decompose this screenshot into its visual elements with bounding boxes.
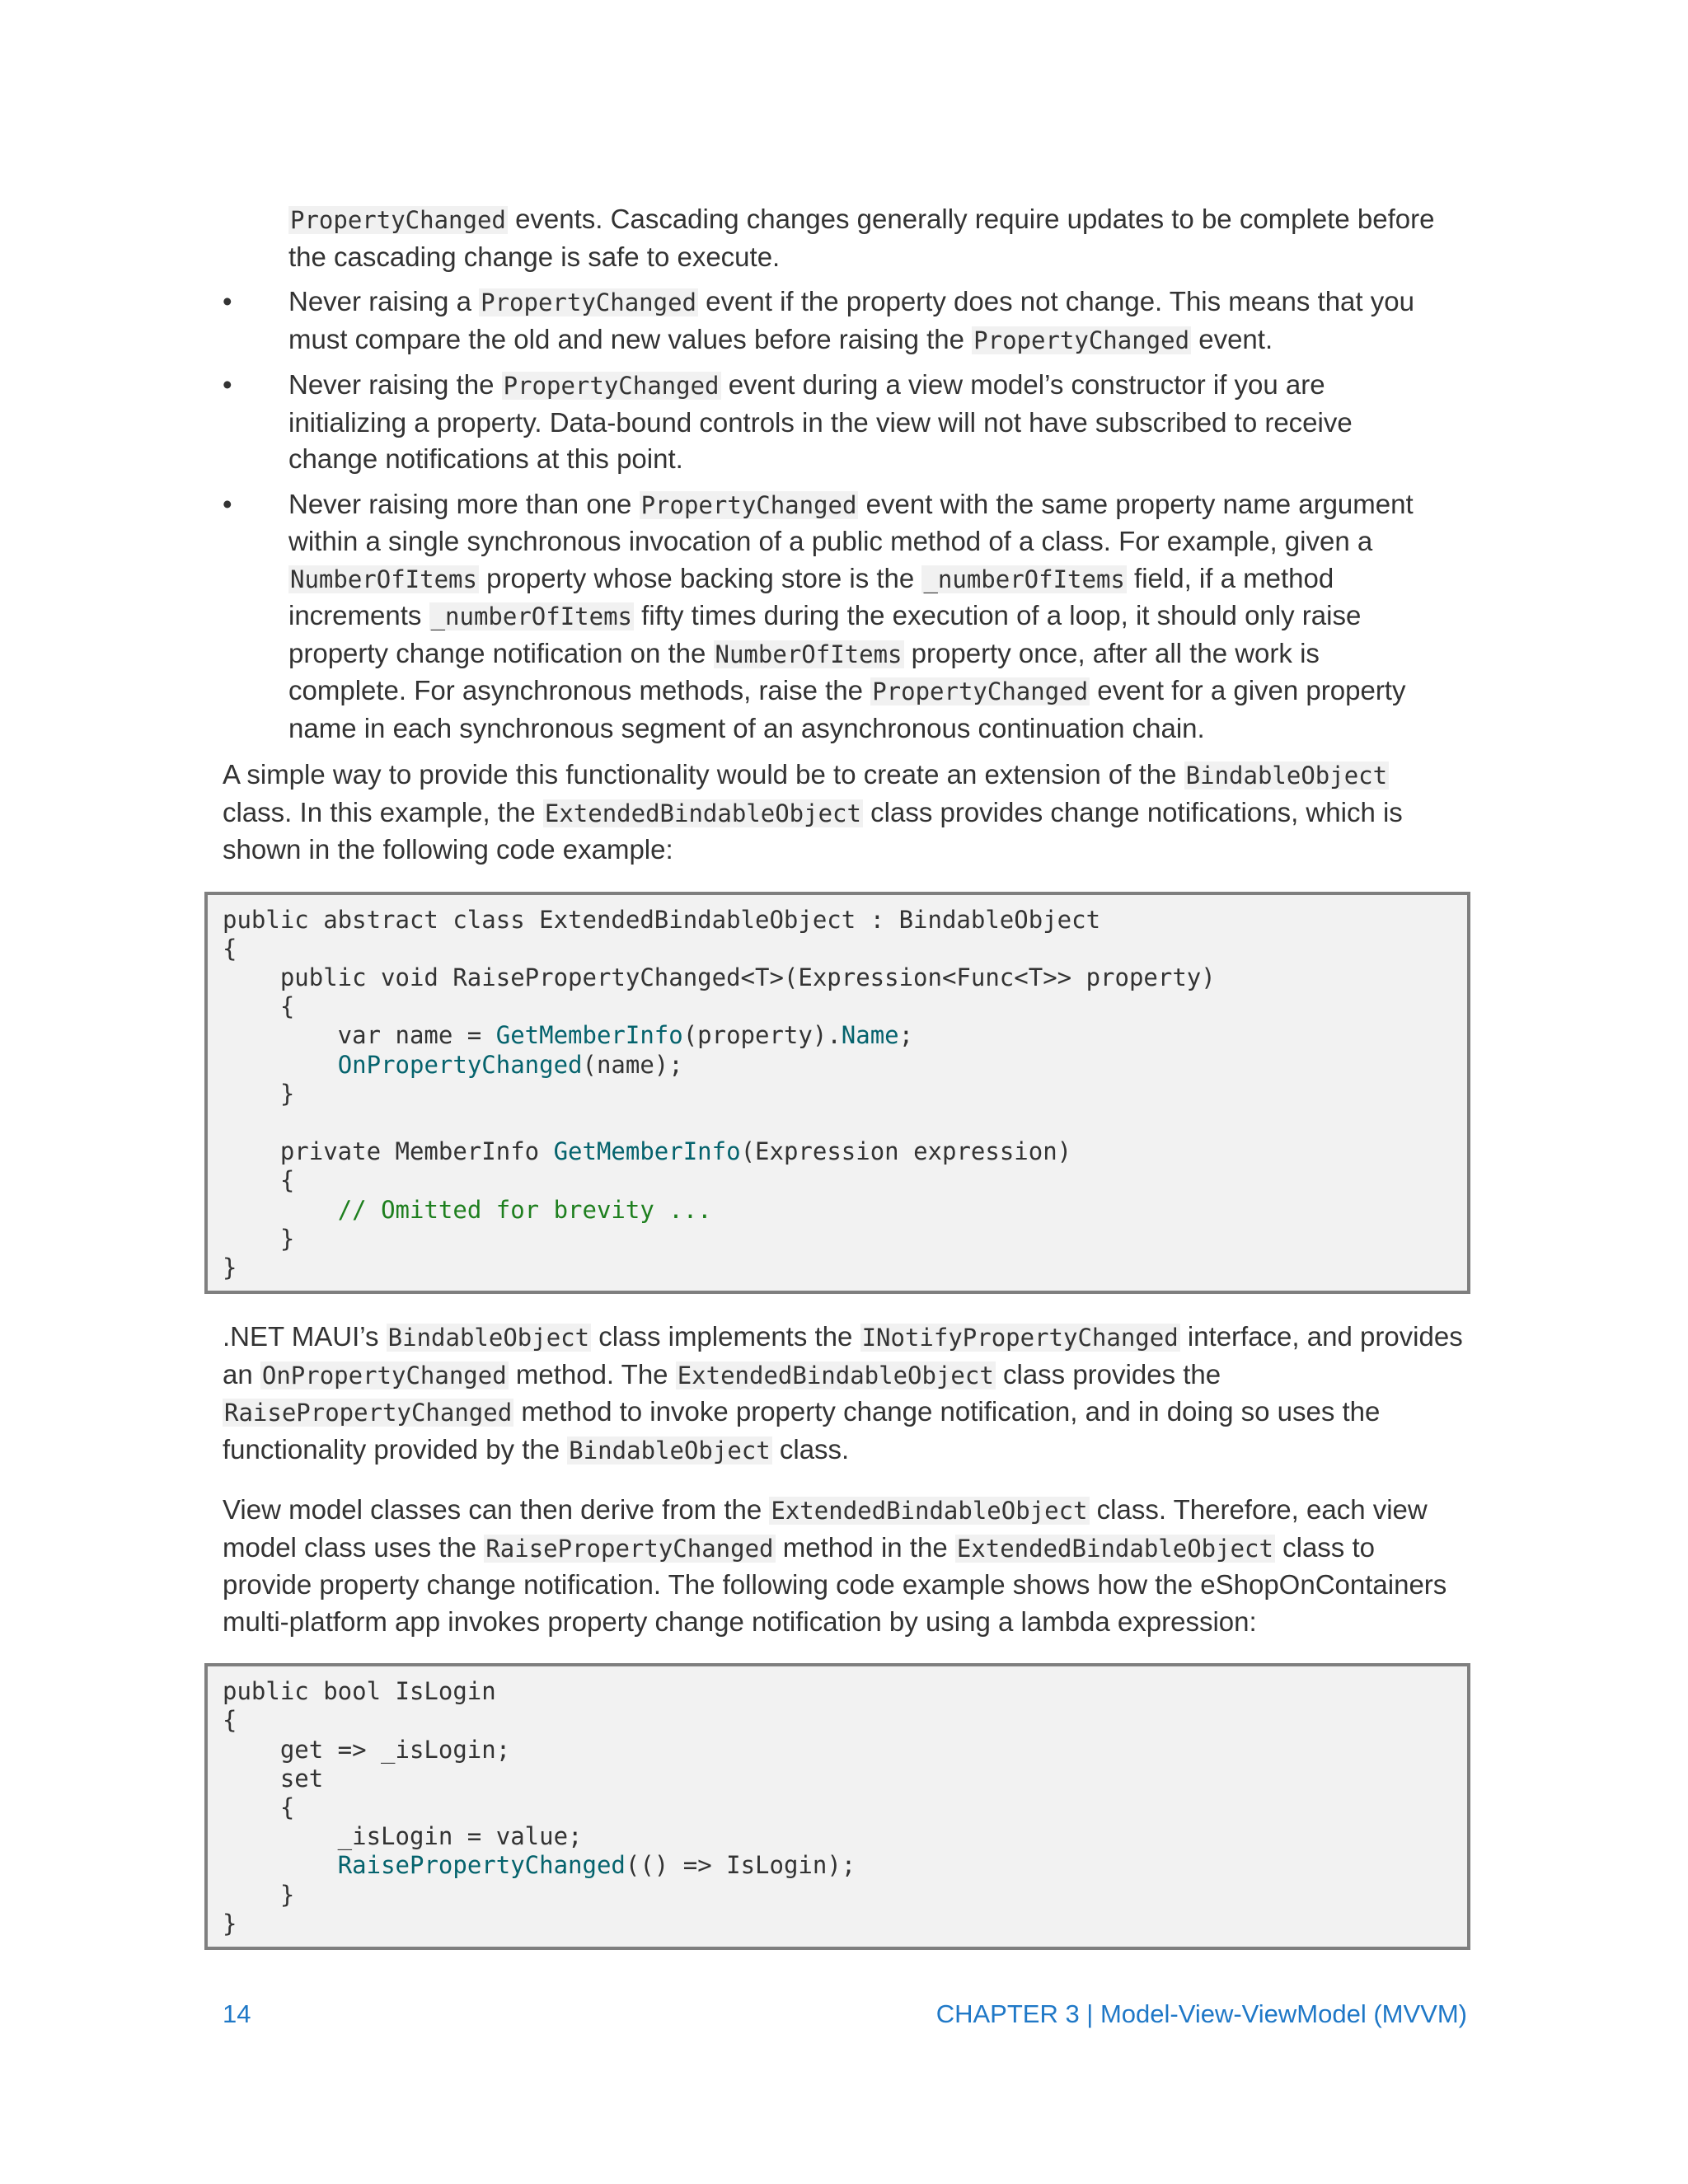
text-line (288, 598, 1467, 635)
inline-code: BindableObject (387, 1324, 590, 1352)
text-line: shown in the following code example: (223, 834, 673, 865)
text-line (223, 1530, 1467, 1568)
bullet-glyph: • (223, 369, 232, 400)
text-run: Never raising more than one (288, 488, 640, 519)
inline-code: PropertyChanged (872, 677, 1089, 705)
text-run: property once, after all the work is (903, 637, 1320, 668)
inline-code: RaisePropertyChanged (224, 1399, 513, 1427)
text-run: class. (771, 1433, 850, 1465)
text-line (223, 1394, 1467, 1432)
code-line: } (223, 1253, 237, 1282)
code-method-token: GetMemberInfo (495, 1021, 683, 1050)
text-run: model class uses the (223, 1531, 485, 1563)
text-run: class. In this example, the (223, 796, 543, 827)
text-run: property change notification on the (288, 637, 714, 668)
code-line: get => _isLogin; (223, 1735, 511, 1764)
text-run: interface, and provides (1179, 1321, 1463, 1352)
code-line: public bool IsLogin (223, 1677, 496, 1706)
inline-code: _numberOfItems (430, 602, 632, 630)
inline-code: RaisePropertyChanged (485, 1534, 774, 1563)
text-line: initializing a property. Data-bound controls in the view will not have subscribed to receive (288, 406, 1353, 438)
text-line: the cascading change is safe to execute. (288, 241, 781, 272)
code-line: { (223, 1793, 295, 1821)
bullet-item (223, 367, 1467, 478)
text-line (223, 1319, 1467, 1357)
code-line: set (223, 1764, 324, 1793)
code-line: public void RaisePropertyChanged<T>(Expression<Func<T>> property) (223, 963, 1216, 991)
bullet-list (223, 201, 1467, 747)
code-token: (Expression expression) (740, 1137, 1072, 1166)
code-block (204, 892, 1470, 1295)
text-line: name in each synchronous segment of an asynchronous continuation chain. (288, 712, 1205, 743)
code-line: { (223, 1706, 237, 1735)
text-run: class implements the (591, 1321, 860, 1352)
code-block (204, 1663, 1470, 1950)
text-run: class provides change notifications, which is (862, 796, 1403, 827)
inline-code: PropertyChanged (973, 326, 1190, 354)
text-run: event. (1191, 323, 1273, 354)
page-number: 14 (223, 1999, 251, 2028)
text-line: within a single synchronous invocation of a public method of a class. For example, given a (288, 526, 1373, 556)
text-run: A simple way to provide this functionality would be to create an extension of the (223, 759, 1184, 790)
code-line (223, 1196, 1452, 1225)
text-run: class. Therefore, each view (1089, 1494, 1428, 1526)
text-line (288, 560, 1467, 598)
inline-code: ExtendedBindableObject (544, 799, 861, 827)
inline-code: _numberOfItems (923, 565, 1125, 593)
inline-code: ExtendedBindableObject (956, 1534, 1273, 1563)
inline-code: PropertyChanged (290, 206, 506, 234)
text-line: provide property change notification. The following code example shows how the eShopOnContainers (223, 1569, 1447, 1601)
bullet-item (223, 284, 1467, 359)
code-method-token: RaisePropertyChanged (337, 1851, 626, 1880)
inline-code: OnPropertyChanged (261, 1361, 507, 1390)
text-run: events. Cascading changes generally require updates to be complete before (507, 204, 1435, 234)
inline-code: NumberOfItems (290, 565, 477, 593)
text-line: change notifications at this point. (288, 443, 683, 474)
inline-code: PropertyChanged (503, 372, 720, 400)
code-line: { (223, 1166, 295, 1195)
code-method-token: OnPropertyChanged (337, 1050, 583, 1079)
text-run: Never raising the (288, 369, 502, 400)
code-line: } (223, 1880, 295, 1909)
text-run: event for a given property (1090, 675, 1406, 705)
code-line: } (223, 1224, 295, 1253)
text-line (288, 673, 1467, 710)
inline-code: NumberOfItems (715, 640, 903, 668)
text-run: functionality provided by the (223, 1433, 568, 1465)
inline-code: ExtendedBindableObject (771, 1497, 1088, 1526)
text-run: method. The (508, 1358, 676, 1390)
text-run: increments (288, 600, 429, 630)
text-line (288, 201, 1467, 239)
text-run: fifty times during the execution of a loop, it should only raise (634, 600, 1362, 630)
inline-code: BindableObject (569, 1436, 771, 1465)
text-run: View model classes can then derive from the (223, 1494, 770, 1526)
inline-code: BindableObject (1185, 762, 1388, 790)
code-token: (() => IsLogin); (625, 1851, 856, 1880)
text-run: event if the property does not change. This means that you (698, 286, 1414, 316)
page-content (223, 201, 1467, 1975)
text-run: field, if a method (1126, 562, 1334, 593)
text-run: an (223, 1358, 260, 1390)
text-run: class provides the (995, 1358, 1221, 1390)
text-line (288, 321, 1467, 359)
text-line (288, 635, 1467, 673)
bullet-continuation (223, 201, 1467, 275)
code-line: } (223, 1079, 295, 1108)
bullet-glyph: • (223, 286, 232, 316)
text-run: method to invoke property change notification, and in doing so uses the (513, 1396, 1381, 1427)
code-line (223, 1137, 1452, 1166)
code-token: (name); (582, 1050, 683, 1079)
code-line (223, 1108, 1452, 1137)
bullet-item (223, 486, 1467, 748)
text-line: multi-platform app invokes property change notification by using a lambda expression: (223, 1605, 1257, 1637)
text-run: class to (1274, 1531, 1375, 1563)
code-line (223, 1851, 1452, 1880)
paragraph (223, 1319, 1467, 1469)
text-line (288, 367, 1467, 405)
code-line (223, 1021, 1452, 1050)
text-run: .NET MAUI’s (223, 1321, 387, 1352)
code-method-token: GetMemberInfo (553, 1137, 741, 1166)
code-token (223, 1051, 338, 1079)
text-run: complete. For asynchronous methods, raise the (288, 675, 871, 705)
code-token (223, 1851, 338, 1879)
paragraph (223, 1492, 1467, 1640)
code-line: { (223, 934, 237, 963)
code-token: (property). (682, 1021, 842, 1050)
text-run: must compare the old and new values before raising the (288, 323, 973, 354)
inline-code: INotifyPropertyChanged (861, 1324, 1179, 1352)
text-line (223, 794, 1467, 832)
text-run: method in the (775, 1531, 955, 1563)
code-comment: // Omitted for brevity ... (337, 1195, 712, 1224)
code-token: ; (898, 1021, 914, 1050)
code-line: } (223, 1909, 237, 1938)
text-run: Never raising a (288, 286, 480, 316)
code-line: _isLogin = value; (223, 1822, 583, 1851)
text-run: event during a view model’s constructor if you are (720, 369, 1325, 400)
inline-code: PropertyChanged (640, 490, 857, 519)
inline-code: PropertyChanged (481, 288, 697, 316)
text-run: property whose backing store is the (478, 562, 922, 593)
paragraph (223, 757, 1467, 869)
text-line (223, 1492, 1467, 1530)
code-token: private MemberInfo (223, 1137, 554, 1166)
inline-code: ExtendedBindableObject (677, 1361, 994, 1390)
text-line (223, 1432, 1467, 1469)
code-line (223, 1051, 1452, 1080)
text-line (223, 1357, 1467, 1394)
code-token (223, 1196, 338, 1224)
code-line: public abstract class ExtendedBindableObject : BindableObject (223, 905, 1101, 934)
text-line (288, 284, 1467, 321)
code-line: { (223, 992, 295, 1021)
text-line (288, 486, 1467, 524)
text-line (223, 757, 1467, 794)
chapter-title: CHAPTER 3 | Model-View-ViewModel (MVVM) (935, 1999, 1467, 2028)
code-member-token: Name (841, 1021, 899, 1050)
bullet-glyph: • (223, 488, 232, 519)
text-run: event with the same property name argument (858, 488, 1414, 519)
code-token: var name = (223, 1021, 496, 1050)
